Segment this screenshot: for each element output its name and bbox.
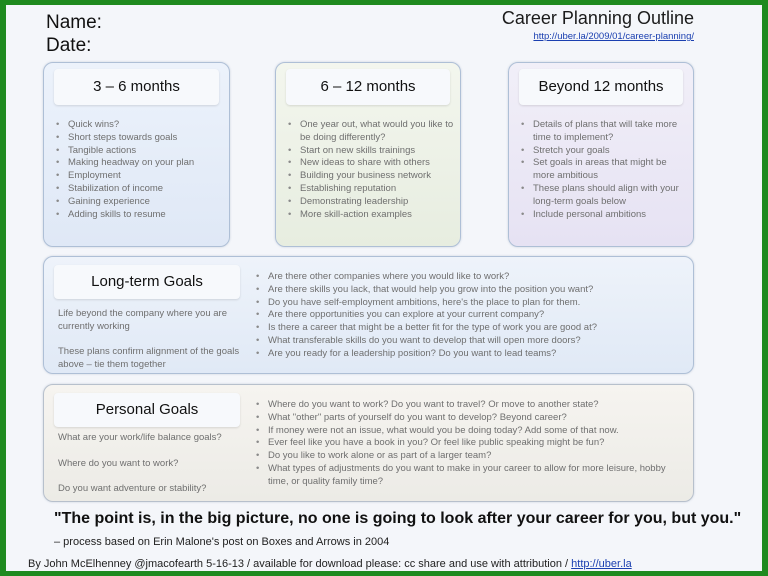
- list-item: • New ideas to share with others: [286, 157, 454, 170]
- list-item: • Ever feel like you have a book in you? Or feel like public speaking might be fun?: [254, 437, 685, 450]
- bullet-list: [254, 399, 685, 489]
- closing-quote: [54, 508, 744, 553]
- list-item: • Are there opportunities you can explore at your current company?: [254, 309, 685, 322]
- list-item: • Gaining experience: [54, 196, 223, 209]
- list-item: • What transferable skills do you want to develop that will open more doors?: [254, 335, 685, 348]
- list-item: • Start on new skills trainings: [286, 145, 454, 158]
- list-item: • Short steps towards goals: [54, 132, 223, 145]
- page-title: Career Planning Outline: [501, 8, 694, 28]
- section-title: Personal Goals: [54, 393, 240, 427]
- box-title: Beyond 12 months: [519, 69, 683, 105]
- list-item: • Set goals in areas that might be more ambitious: [519, 157, 687, 183]
- list-item: • Demonstrating leadership: [286, 196, 454, 209]
- list-item: • Where do you want to work? Do you want to travel? Or move to another state?: [254, 399, 685, 412]
- list-item: • Establishing reputation: [286, 183, 454, 196]
- date-label: Date:: [46, 35, 92, 56]
- personal-goals-box: [43, 384, 694, 502]
- box-title: 3 – 6 months: [54, 69, 219, 105]
- list-item: • What types of adjustments do you want to make in your career to allow for more leisure, hobby time, or quality family time?: [254, 463, 685, 489]
- list-item: • Quick wins?: [54, 119, 223, 132]
- list-item: • Are there skills you lack, that would help you grow into the position you want?: [254, 284, 685, 297]
- quote-text: "The point is, in the big picture, no one is going to look after your career for you, but you.": [54, 510, 742, 527]
- box-beyond-12-months: [508, 62, 694, 247]
- long-term-goals-box: [43, 256, 694, 374]
- box-3-6-months: [43, 62, 230, 247]
- list-item: • One year out, what would you like to be doing differently?: [286, 119, 454, 145]
- box-6-12-months: [275, 62, 461, 247]
- side-note: These plans confirm alignment of the goals above – tie them together: [58, 346, 240, 370]
- side-note: Where do you want to work?: [58, 458, 179, 469]
- list-item: • Tangible actions: [54, 145, 223, 158]
- list-item: • Making headway on your plan: [54, 157, 223, 170]
- list-item: • Include personal ambitions: [519, 209, 687, 222]
- list-item: • These plans should align with your long-term goals below: [519, 183, 687, 209]
- quote-attribution: – process based on Erin Malone's post on Boxes and Arrows in 2004: [54, 536, 390, 548]
- list-item: • Do you have self-employment ambitions, here's the place to plan for them.: [254, 297, 685, 310]
- side-note: What are your work/life balance goals?: [58, 432, 222, 443]
- list-item: • Stabilization of income: [54, 183, 223, 196]
- list-item: • Is there a career that might be a better fit for the type of work you are good at?: [254, 322, 685, 335]
- list-item: • Do you like to work alone or as part of a larger team?: [254, 450, 685, 463]
- bullet-list: [519, 119, 687, 221]
- list-item: • Are you ready for a leadership position? Do you want to lead teams?: [254, 348, 685, 361]
- name-label: Name:: [46, 12, 102, 33]
- footer-link[interactable]: http://uber.la: [571, 558, 632, 570]
- list-item: • Building your business network: [286, 170, 454, 183]
- list-item: • Details of plans that will take more time to implement?: [519, 119, 687, 145]
- list-item: • Stretch your goals: [519, 145, 687, 158]
- footer-credit: [28, 558, 758, 570]
- side-note: Life beyond the company where you are currently working: [58, 308, 227, 332]
- document-page: [6, 5, 762, 571]
- header-fields: [46, 11, 102, 57]
- footer-text: By John McElhenney @jmacofearth 5-16-13 / available for download please: cc share and use with attribution /: [28, 558, 572, 570]
- bullet-list: [286, 119, 454, 221]
- bullet-list: [254, 271, 685, 361]
- list-item: • Adding skills to resume: [54, 209, 223, 222]
- list-item: • Employment: [54, 170, 223, 183]
- list-item: • If money were not an issue, what would you be doing today? Add some of that now.: [254, 425, 685, 438]
- side-note: Do you want adventure or stability?: [58, 483, 207, 494]
- source-link[interactable]: http://uber.la/2009/01/career-planning/: [533, 31, 694, 42]
- list-item: • What "other" parts of yourself do you want to develop? Beyond career?: [254, 412, 685, 425]
- list-item: • More skill-action examples: [286, 209, 454, 222]
- list-item: • Are there other companies where you would like to work?: [254, 271, 685, 284]
- box-title: 6 – 12 months: [286, 69, 450, 105]
- bullet-list: [54, 119, 223, 221]
- section-title: Long-term Goals: [54, 265, 240, 299]
